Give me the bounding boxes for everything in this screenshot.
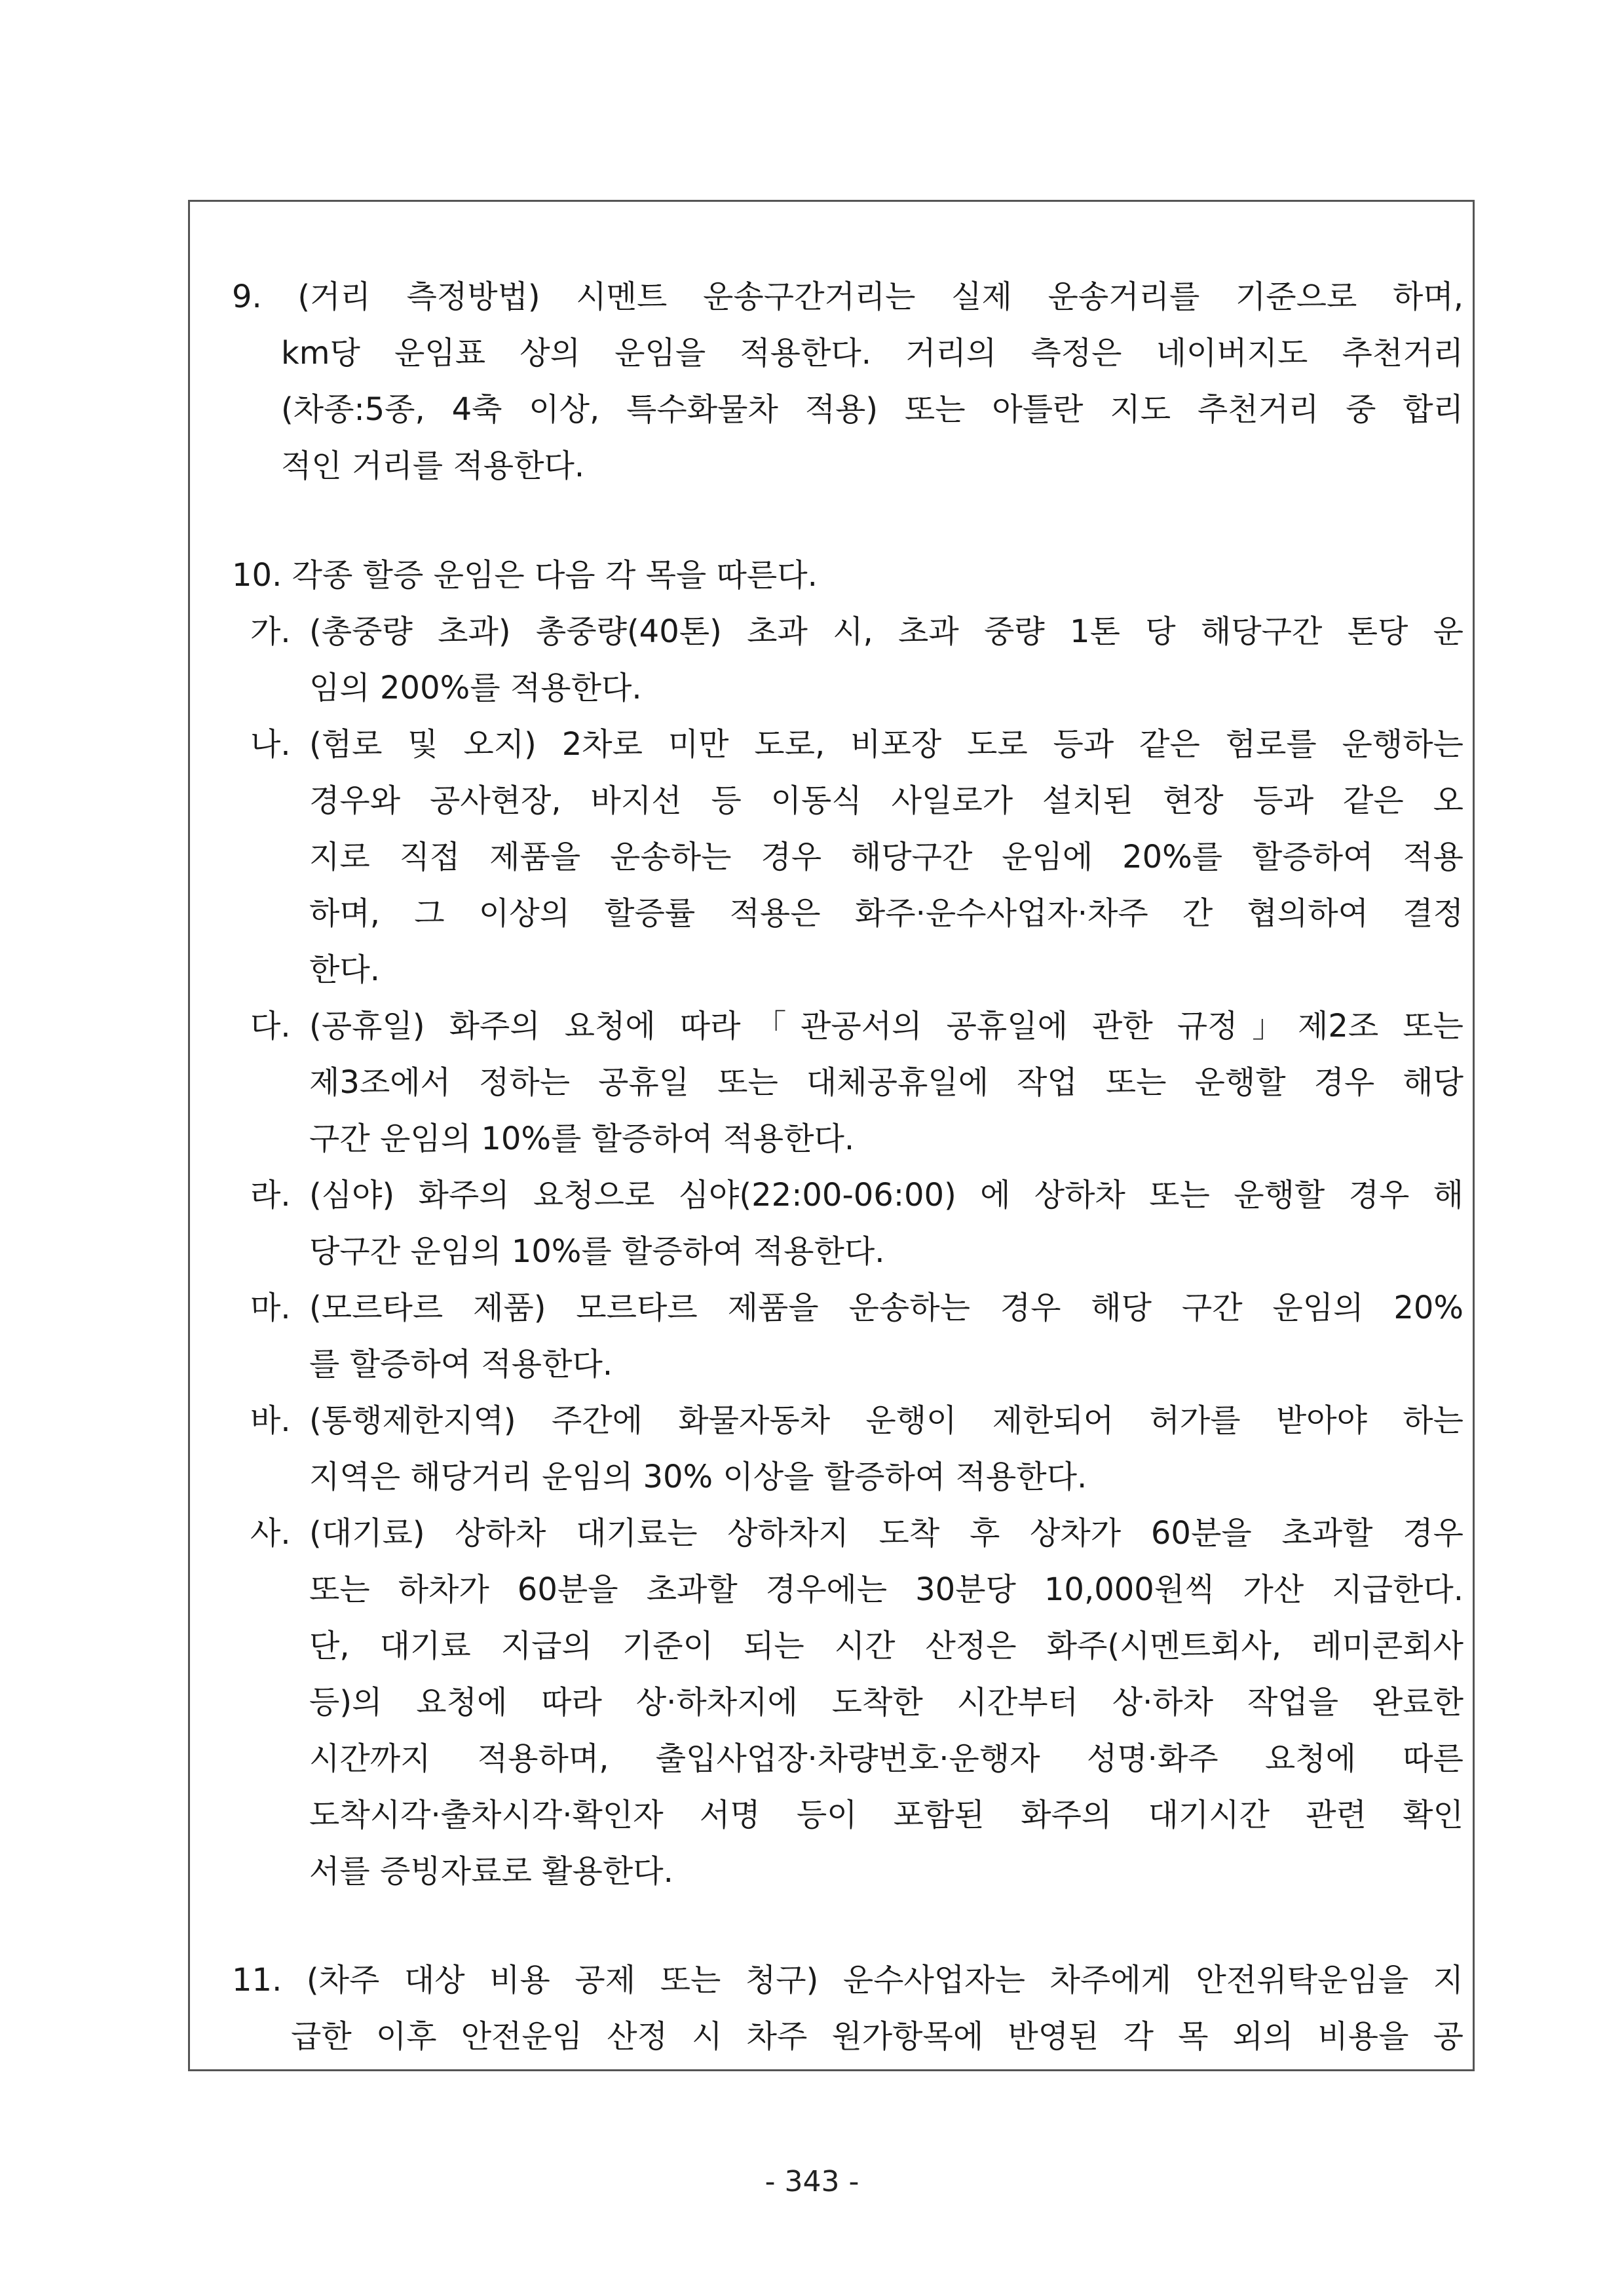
section-9-line-2: km당 운임표 상의 운임을 적용한다. 거리의 측정은 네이버지도 추천거리 [281,335,1463,372]
section-9-line-4: 적인 거리를 적용한다. [281,448,585,484]
document-body [232,0,1465,2296]
item-na-line-5: 한다. [309,951,380,988]
item-da-line-1: (공휴일) 화주의 요청에 따라「관공서의 공휴일에 관한 규정」제2조 또는 [309,1008,1463,1044]
item-sa-line-6: 도착시각·출차시각·확인자 서명 등이 포함된 화주의 대기시간 관련 확인 [309,1797,1463,1833]
item-na-line-2: 경우와 공사현장, 바지선 등 이동식 사일로가 설치된 현장 등과 같은 오 [309,782,1463,819]
item-ba-marker: 바. [250,1402,291,1439]
item-na-marker: 나. [250,726,291,763]
item-ba-line-2: 지역은 해당거리 운임의 30% 이상을 할증하여 적용한다. [309,1459,1087,1495]
section-11-line-1: 11. (차주 대상 비용 공제 또는 청구) 운수사업자는 차주에게 안전위탁운임을 지 [232,1962,1463,1999]
item-ra-marker: 라. [250,1177,291,1214]
item-da-line-3: 구간 운임의 10%를 할증하여 적용한다. [309,1120,855,1157]
section-11-line-2: 급한 이후 안전운임 산정 시 차주 원가항목에 반영된 각 목 외의 비용을 공 [291,2018,1463,2055]
item-ma-line-1: (모르타르 제품) 모르타르 제품을 운송하는 경우 해당 구간 운임의 20% [309,1290,1463,1326]
item-ga-line-2: 임의 200%를 적용한다. [309,670,642,706]
item-ma-line-2: 를 할증하여 적용한다. [309,1346,613,1383]
item-da-line-2: 제3조에서 정하는 공휴일 또는 대체공휴일에 작업 또는 운행할 경우 해당 [309,1064,1463,1101]
item-ba-line-1: (통행제한지역) 주간에 화물자동차 운행이 제한되어 허가를 받아야 하는 [309,1402,1463,1439]
item-sa-marker: 사. [250,1515,291,1552]
item-sa-line-7: 서를 증빙자료로 활용한다. [309,1853,673,1890]
item-ra-line-2: 당구간 운임의 10%를 할증하여 적용한다. [309,1233,885,1270]
item-sa-line-1: (대기료) 상하차 대기료는 상하차지 도착 후 상차가 60분을 초과할 경우 [309,1515,1463,1552]
item-ga-line-1: (총중량 초과) 총중량(40톤) 초과 시, 초과 중량 1톤 당 해당구간 톤당 운 [309,613,1463,650]
item-ma-marker: 마. [250,1290,291,1326]
section-9-line-1: 9. (거리 측정방법) 시멘트 운송구간거리는 실제 운송거리를 기준으로 하며, [232,278,1463,315]
item-sa-line-5: 시간까지 적용하며, 출입사업장·차량번호·운행자 성명·화주 요청에 따른 [309,1740,1463,1777]
item-sa-line-4: 등)의 요청에 따라 상·하차지에 도착한 시간부터 상·하차 작업을 완료한 [309,1684,1463,1721]
item-ga-marker: 가. [250,613,291,650]
item-sa-line-3: 단, 대기료 지급의 기준이 되는 시간 산정은 화주(시멘트회사, 레미콘회사 [309,1628,1463,1664]
page-number: - 343 - [765,2165,859,2198]
section-9-line-3: (차종:5종, 4축 이상, 특수화물차 적용) 또는 아틀란 지도 추천거리 중 합리 [281,391,1463,428]
item-na-line-1: (험로 및 오지) 2차로 미만 도로, 비포장 도로 등과 같은 험로를 운행하는 [309,726,1463,763]
item-ra-line-1: (심야) 화주의 요청으로 심야(22:00-06:00) 에 상하차 또는 운행할 경우 해 [309,1177,1463,1214]
section-10-intro: 10. 각종 할증 운임은 다음 각 목을 따른다. [232,557,818,594]
item-na-line-4: 하며, 그 이상의 할증률 적용은 화주·운수사업자·차주 간 협의하여 결정 [309,895,1463,932]
item-na-line-3: 지로 직접 제품을 운송하는 경우 해당구간 운임에 20%를 할증하여 적용 [309,839,1463,875]
item-sa-line-2: 또는 하차가 60분을 초과할 경우에는 30분당 10,000원씩 가산 지급한다. [309,1571,1463,1608]
item-da-marker: 다. [250,1008,291,1044]
